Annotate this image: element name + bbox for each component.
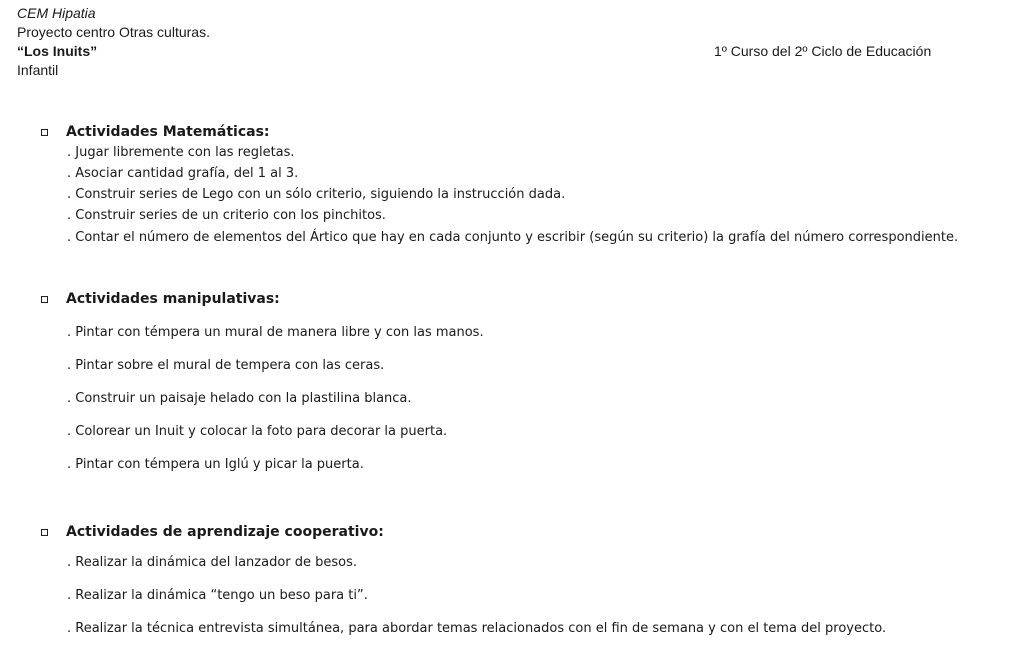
activity-list [67, 309, 1005, 473]
section-cooperative [40, 522, 1005, 653]
section-heading [40, 122, 1005, 142]
section-heading [40, 522, 1005, 542]
section-manipulative [40, 289, 1005, 489]
project-name: Proyecto centro Otras culturas. [17, 24, 210, 40]
list-item: . Pintar con témpera un mural de manera libre y con las manos. [67, 325, 484, 340]
activity-list [67, 542, 1005, 637]
list-item: . Colorear un Inuit y colocar la foto para decorar la puerta. [67, 424, 448, 439]
list-item: . Pintar con témpera un Iglú y picar la puerta. [67, 457, 364, 472]
school-name: CEM Hipatia [17, 5, 96, 21]
list-item: . Asociar cantidad grafía, del 1 al 3. [67, 166, 299, 181]
section-math [40, 122, 1005, 246]
list-item: . Pintar sobre el mural de tempera con las ceras. [67, 358, 385, 373]
checkbox-bullet-icon [41, 296, 48, 303]
list-item: . Realizar la dinámica “tengo un beso para ti”. [67, 588, 368, 603]
section-title: Actividades de aprendizaje cooperativo: [66, 524, 384, 540]
list-item: . Construir un paisaje helado con la plastilina blanca. [67, 391, 412, 406]
list-item: . Construir series de Lego con un sólo criterio, siguiendo la instrucción dada. [67, 187, 566, 202]
section-title: Actividades Matemáticas: [66, 124, 270, 140]
checkbox-bullet-icon [41, 529, 48, 536]
list-item: . Jugar libremente con las regletas. [67, 145, 295, 160]
section-title: Actividades manipulativas: [66, 291, 280, 307]
course-label: 1º Curso del 2º Ciclo de Educación [714, 43, 932, 59]
activity-list [67, 142, 1005, 246]
project-title: “Los Inuits” [17, 43, 98, 59]
document-header [17, 4, 210, 80]
checkbox-bullet-icon [41, 129, 48, 136]
list-item: . Contar el número de elementos del Ártico que hay en cada conjunto y escribir (según su criterio) la grafía del número correspondiente. [67, 230, 959, 245]
list-item: . Construir series de un criterio con los pinchitos. [67, 208, 386, 223]
list-item: . Realizar la dinámica del lanzador de besos. [67, 555, 358, 570]
education-level: Infantil [17, 62, 59, 78]
section-heading [40, 289, 1005, 309]
list-item: . Realizar la técnica entrevista simultánea, para abordar temas relacionados con el fin de semana y con el tema del proyecto. [67, 621, 887, 636]
